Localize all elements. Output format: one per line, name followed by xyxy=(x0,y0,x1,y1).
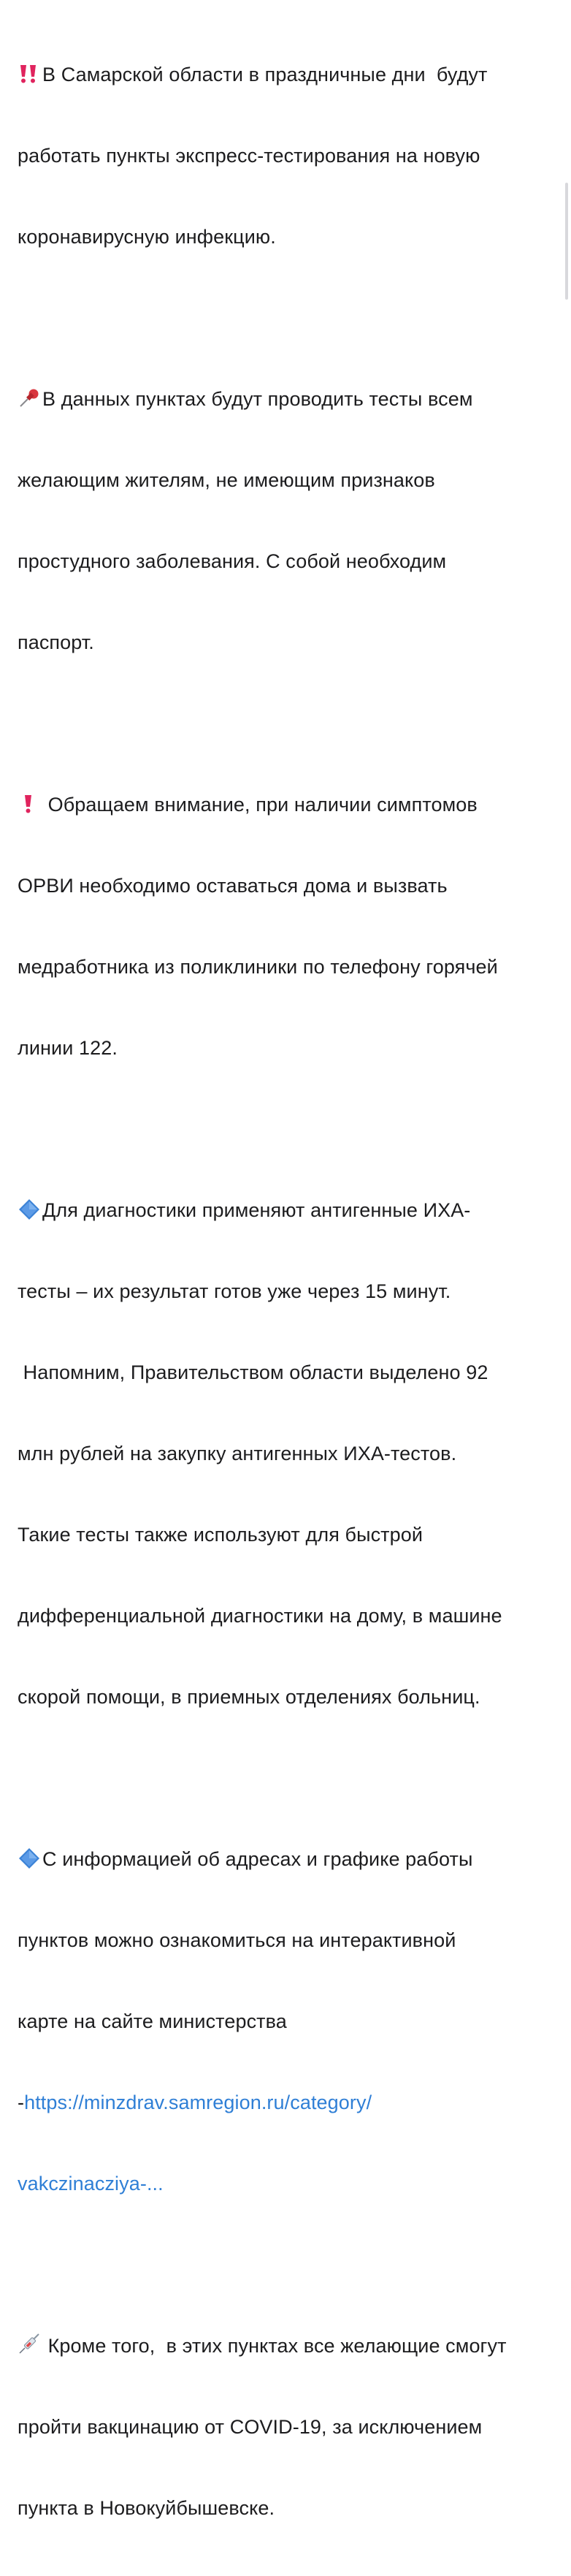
paragraph-holiday-testing xyxy=(18,7,551,305)
text-line: карте на сайте министерства xyxy=(18,2010,287,2032)
text-line xyxy=(18,2089,551,2116)
text-line: С информацией об адресах и графике работы xyxy=(18,1846,551,1873)
text-line: Обращаем внимание, при наличии симптомов xyxy=(18,791,551,818)
paragraph-vaccination xyxy=(18,2279,551,2576)
text-line: простудного заболевания. С собой необходим xyxy=(18,550,447,572)
text-line: В Самарской области в праздничные дни будут xyxy=(18,61,551,88)
text-line: пройти вакцинацию от COVID-19, за исключением xyxy=(18,2416,483,2438)
text-line: Напомним, Правительством области выделено 92 xyxy=(18,1361,488,1383)
scrollbar[interactable] xyxy=(565,183,568,300)
text-line: желающим жителям, не имеющим признаков xyxy=(18,469,435,491)
paragraph-symptoms-notice xyxy=(18,737,551,1116)
blue-diamond-icon xyxy=(18,1848,42,1869)
text-line: скорой помощи, в приемных отделениях больниц. xyxy=(18,1686,480,1708)
text-line: В данных пунктах будут проводить тесты всем xyxy=(18,386,551,413)
text-line: тесты – их результат готов уже через 15 минут. xyxy=(18,1280,451,1302)
pushpin-icon xyxy=(18,388,42,409)
paragraph-addresses xyxy=(18,1792,551,2252)
text-line xyxy=(18,2170,551,2197)
text-line: ОРВИ необходимо оставаться дома и вызвать xyxy=(18,875,448,897)
text-line: линии 122. xyxy=(18,1037,118,1059)
text-line: пунктов можно ознакомиться на интерактивной xyxy=(18,1929,456,1951)
text-line: Такие тесты также используют для быстрой xyxy=(18,1524,424,1546)
ministry-link-continued[interactable]: vakczinacziya-... xyxy=(18,2173,164,2195)
text-line: паспорт. xyxy=(18,631,94,653)
text-line: Для диагностики применяют антигенные ИХА- xyxy=(18,1197,551,1224)
text-line: пункта в Новокуйбышевске. xyxy=(18,2497,275,2519)
text-line: Кроме того, в этих пунктах все желающие смогут xyxy=(18,2333,551,2360)
double-exclamation-icon xyxy=(18,64,42,84)
link-prefix: - xyxy=(18,2091,25,2113)
paragraph-tests-info xyxy=(18,332,551,710)
text-line: медработника из поликлиники по телефону горячей xyxy=(18,956,498,978)
ministry-link[interactable]: https://minzdrav.samregion.ru/category/ xyxy=(24,2091,372,2113)
text-line: млн рублей на закупку антигенных ИХА-тестов. xyxy=(18,1443,457,1464)
paragraph-diagnostics xyxy=(18,1143,551,1765)
message-body xyxy=(18,7,551,2576)
exclamation-icon xyxy=(18,794,42,814)
text-line: дифференциальной диагностики на дому, в машине xyxy=(18,1605,502,1627)
syringe-icon xyxy=(18,2335,42,2355)
blue-diamond-icon xyxy=(18,1199,42,1220)
text-line: коронавирусную инфекцию. xyxy=(18,226,276,248)
text-line: работать пункты экспресс-тестирования на новую xyxy=(18,145,480,167)
